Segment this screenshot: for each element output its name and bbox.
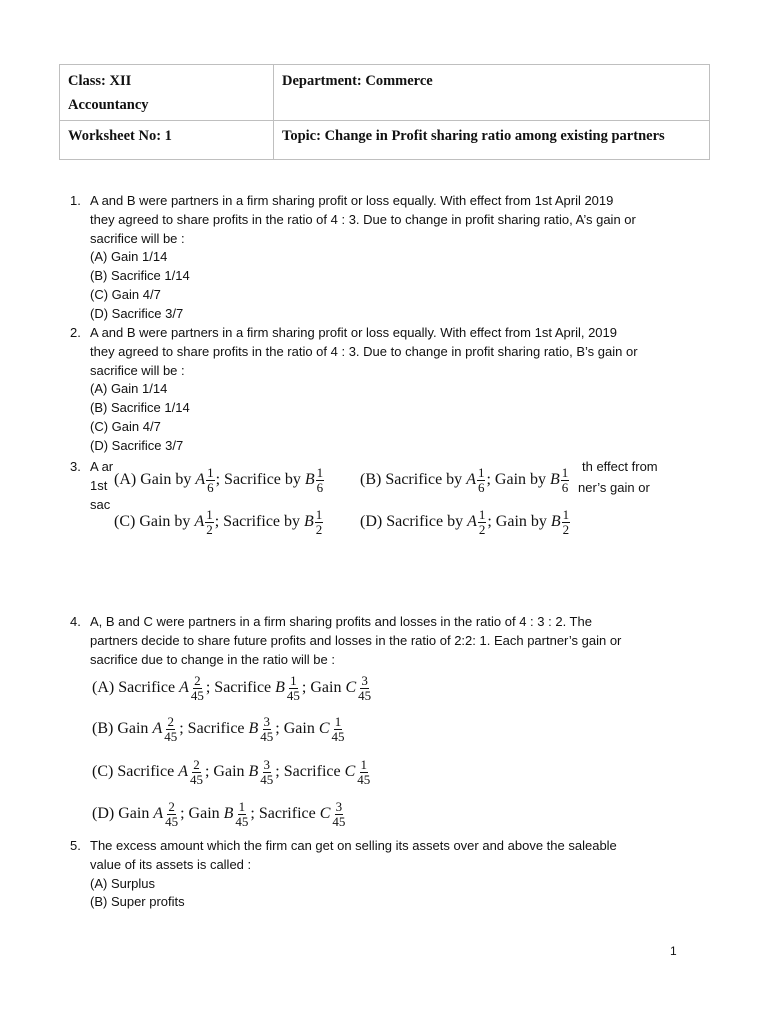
question-text-line: sacrifice will be : bbox=[90, 362, 185, 378]
fraction: $\frac{1}{45}$ bbox=[331, 714, 345, 744]
worksheet-label: Worksheet No: 1 bbox=[68, 128, 172, 144]
option-c: (C) Gain 4/7 bbox=[90, 418, 161, 434]
header-table bbox=[59, 64, 710, 160]
page-number: 1 bbox=[670, 944, 677, 958]
topic-label: Topic: Change in Profit sharing ratio among existing partners bbox=[282, 128, 665, 144]
question-number: 3. bbox=[70, 459, 81, 474]
fraction: $\frac{1}{2}$ bbox=[478, 507, 486, 537]
question-3-line-end: th effect from bbox=[582, 459, 658, 474]
fraction: $\frac{2}{45}$ bbox=[190, 673, 204, 703]
q3-option-a: (A) Gain by A $\frac{1}{6}$ ; Sacrifice by B $\frac{1}{6}$ bbox=[114, 465, 324, 495]
question-text-line: sacrifice due to change in the ratio will be : bbox=[90, 651, 335, 667]
question-text-line: value of its assets is called : bbox=[90, 856, 252, 872]
question-body bbox=[90, 324, 690, 456]
q3-option-b: (B) Sacrifice by A $\frac{1}{6}$ ; Gain by B $\frac{1}{6}$ bbox=[360, 465, 569, 495]
department-label: Department: Commerce bbox=[282, 73, 433, 89]
option-a: (A) Gain 1/14 bbox=[90, 381, 168, 397]
fraction: $\frac{1}{45}$ bbox=[235, 799, 249, 829]
fraction: $\frac{1}{6}$ bbox=[207, 465, 214, 495]
row-divider bbox=[60, 120, 709, 121]
fraction: $\frac{2}{45}$ bbox=[165, 799, 179, 829]
fraction: $\frac{2}{45}$ bbox=[164, 714, 178, 744]
q4-option-d: (D) Gain A $\frac{2}{45}$ ; Gain B $\frac{1}{45}$ ; Sacrifice C $\frac{3}{45}$ bbox=[92, 799, 346, 829]
question-text-line: A and B were partners in a firm sharing profit or loss equally. With effect from 1st April, 2019 bbox=[90, 325, 617, 340]
q4-option-b: (B) Gain A $\frac{2}{45}$ ; Sacrifice B $\frac{3}{45}$ ; Gain C $\frac{1}{45}$ bbox=[92, 714, 345, 744]
fraction: $\frac{3}{45}$ bbox=[260, 714, 274, 744]
fraction: $\frac{1}{6}$ bbox=[316, 465, 324, 495]
question-text-fragment: sac bbox=[90, 496, 111, 512]
fraction: $\frac{1}{6}$ bbox=[477, 465, 485, 495]
q4-option-c: (C) Sacrifice A $\frac{2}{45}$ ; Gain B $\frac{3}{45}$ ; Sacrifice C $\frac{1}{45}$ bbox=[92, 757, 371, 787]
question-text-line: A and B were partners in a firm sharing profit or loss equally. With effect from 1st April 2019 bbox=[90, 193, 614, 208]
question-text-line: The excess amount which the firm can get on selling its assets over and above the saleable bbox=[90, 838, 617, 853]
q3-option-c: (C) Gain by A $\frac{1}{2}$ ; Sacrifice by B $\frac{1}{2}$ bbox=[114, 507, 323, 537]
fraction: $\frac{1}{6}$ bbox=[561, 465, 569, 495]
question-text-fragment: A ar bbox=[90, 459, 114, 474]
question-text-line: partners decide to share future profits and losses in the ratio of 2:2: 1. Each partner’s gain or bbox=[90, 632, 622, 648]
question-3-line-end: ner’s gain or bbox=[578, 480, 650, 495]
question-text-line: they agreed to share profits in the ratio of 4 : 3. Due to change in profit sharing ratio, A’s gain or bbox=[90, 211, 636, 227]
option-b: (B) Super profits bbox=[90, 894, 185, 910]
question-body bbox=[90, 837, 690, 912]
subject-label: Accountancy bbox=[68, 97, 149, 113]
question-number: 4. bbox=[70, 614, 81, 629]
option-d: (D) Sacrifice 3/7 bbox=[90, 305, 184, 321]
question-number: 2. bbox=[70, 325, 81, 340]
fraction: $\frac{3}{45}$ bbox=[260, 757, 274, 787]
question-text-line: sacrifice will be : bbox=[90, 230, 185, 246]
fraction: $\frac{2}{45}$ bbox=[189, 757, 203, 787]
fraction: $\frac{3}{45}$ bbox=[332, 799, 346, 829]
question-text-line: they agreed to share profits in the ratio of 4 : 3. Due to change in profit sharing ratio, B’s gain or bbox=[90, 343, 638, 359]
option-b: (B) Sacrifice 1/14 bbox=[90, 268, 190, 284]
class-label: Class: XII bbox=[68, 73, 132, 89]
question-text-line: A, B and C were partners in a firm sharing profits and losses in the ratio of 4 : 3 : 2. The bbox=[90, 614, 592, 629]
option-d: (D) Sacrifice 3/7 bbox=[90, 437, 184, 453]
question-text-fragment: 1st bbox=[90, 477, 108, 493]
fraction: $\frac{1}{45}$ bbox=[286, 673, 300, 703]
fraction: $\frac{1}{2}$ bbox=[315, 507, 323, 537]
fraction: $\frac{1}{45}$ bbox=[357, 757, 371, 787]
option-a: (A) Gain 1/14 bbox=[90, 249, 168, 265]
option-a: (A) Surplus bbox=[90, 875, 156, 891]
option-c: (C) Gain 4/7 bbox=[90, 286, 161, 302]
column-divider bbox=[273, 65, 274, 159]
question-body bbox=[90, 613, 690, 669]
fraction: $\frac{3}{45}$ bbox=[358, 673, 372, 703]
question-number: 5. bbox=[70, 838, 81, 853]
q3-option-d: (D) Sacrifice by A $\frac{1}{2}$ ; Gain by B $\frac{1}{2}$ bbox=[360, 507, 570, 537]
q4-option-a: (A) Sacrifice A $\frac{2}{45}$ ; Sacrifice B $\frac{1}{45}$ ; Gain C $\frac{3}{45}$ bbox=[92, 673, 372, 703]
option-b: (B) Sacrifice 1/14 bbox=[90, 400, 190, 416]
question-number: 1. bbox=[70, 193, 81, 208]
fraction: $\frac{1}{2}$ bbox=[206, 507, 213, 537]
fraction: $\frac{1}{2}$ bbox=[562, 507, 570, 537]
question-body bbox=[90, 192, 690, 324]
